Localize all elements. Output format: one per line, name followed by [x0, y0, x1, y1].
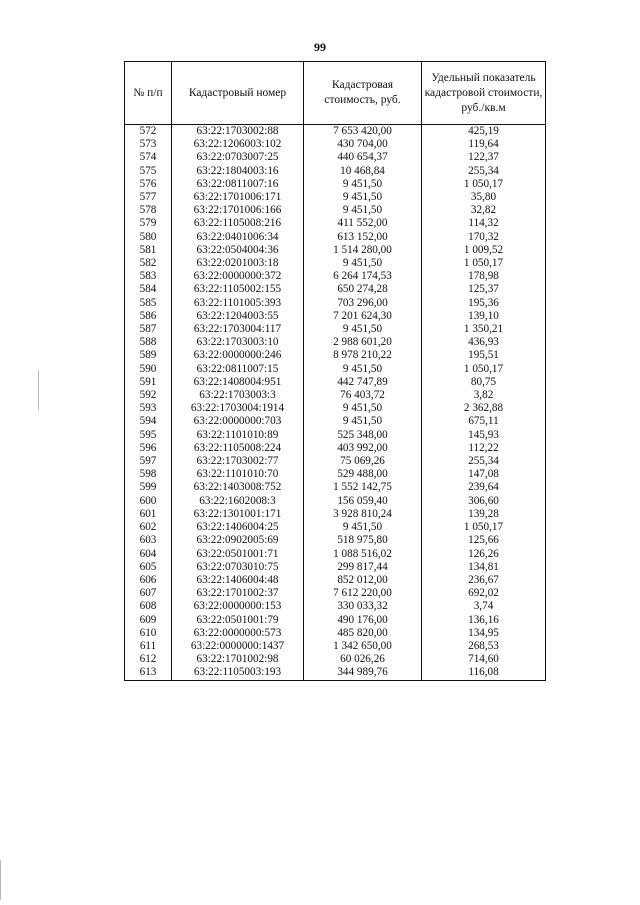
cadastral-number-cell: 63:22:0000000:246 [172, 349, 304, 362]
table-row [125, 349, 546, 362]
specific-indicator-cell: 147,08 [422, 468, 546, 481]
table-row [125, 297, 546, 310]
header-number: № п/п [125, 62, 172, 125]
row-number-cell: 589 [125, 349, 172, 362]
cadastral-value-cell: 299 817,44 [304, 561, 422, 574]
table-row [125, 165, 546, 178]
table-body [125, 125, 546, 681]
table-row [125, 389, 546, 402]
specific-indicator-cell: 125,66 [422, 534, 546, 547]
row-number-cell: 599 [125, 481, 172, 494]
row-number-cell: 577 [125, 191, 172, 204]
specific-indicator-cell: 145,93 [422, 429, 546, 442]
specific-indicator-cell: 136,16 [422, 614, 546, 627]
cadastral-number-cell: 63:22:1105003:193 [172, 666, 304, 680]
specific-indicator-cell: 122,37 [422, 151, 546, 164]
header-cadastral-value: Кадастровая стоимость, руб. [304, 62, 422, 125]
cadastral-number-cell: 63:22:0811007:16 [172, 178, 304, 191]
specific-indicator-cell: 119,64 [422, 138, 546, 151]
cadastral-number-cell: 63:22:1701002:98 [172, 653, 304, 666]
table-row [125, 455, 546, 468]
cadastral-number-cell: 63:22:1703004:1914 [172, 402, 304, 415]
table-row [125, 429, 546, 442]
row-number-cell: 583 [125, 270, 172, 283]
row-number-cell: 579 [125, 217, 172, 230]
cadastral-number-cell: 63:22:0501001:71 [172, 548, 304, 561]
cadastral-value-cell: 8 978 210,22 [304, 349, 422, 362]
specific-indicator-cell: 239,64 [422, 481, 546, 494]
row-number-cell: 595 [125, 429, 172, 442]
row-number-cell: 580 [125, 231, 172, 244]
row-number-cell: 572 [125, 125, 172, 139]
specific-indicator-cell: 134,95 [422, 627, 546, 640]
specific-indicator-cell: 195,51 [422, 349, 546, 362]
cadastral-value-cell: 156 059,40 [304, 495, 422, 508]
cadastral-number-cell: 63:22:0501001:79 [172, 614, 304, 627]
row-number-cell: 609 [125, 614, 172, 627]
cadastral-number-cell: 63:22:1804003:16 [172, 165, 304, 178]
cadastral-number-cell: 63:22:0000000:372 [172, 270, 304, 283]
cadastral-number-cell: 63:22:0902005:69 [172, 534, 304, 547]
row-number-cell: 602 [125, 521, 172, 534]
cadastral-number-cell: 63:22:0201003:18 [172, 257, 304, 270]
cadastral-number-cell: 63:22:1703004:117 [172, 323, 304, 336]
page-number: 99 [314, 40, 326, 54]
row-number-cell: 586 [125, 310, 172, 323]
cadastral-table [124, 61, 546, 681]
specific-indicator-cell: 126,26 [422, 548, 546, 561]
row-number-cell: 574 [125, 151, 172, 164]
cadastral-value-cell: 529 488,00 [304, 468, 422, 481]
cadastral-value-cell: 852 012,00 [304, 574, 422, 587]
cadastral-number-cell: 63:22:1701006:166 [172, 204, 304, 217]
row-number-cell: 611 [125, 640, 172, 653]
table-row [125, 402, 546, 415]
specific-indicator-cell: 80,75 [422, 376, 546, 389]
specific-indicator-cell: 35,80 [422, 191, 546, 204]
table-row [125, 244, 546, 257]
cadastral-number-cell: 63:22:0000000:153 [172, 600, 304, 613]
cadastral-number-cell: 63:22:1301001:171 [172, 508, 304, 521]
cadastral-value-cell: 9 451,50 [304, 204, 422, 217]
cadastral-value-cell: 1 514 280,00 [304, 244, 422, 257]
row-number-cell: 596 [125, 442, 172, 455]
specific-indicator-cell: 714,60 [422, 653, 546, 666]
row-number-cell: 601 [125, 508, 172, 521]
table-row [125, 666, 546, 680]
table-row [125, 257, 546, 270]
table-row [125, 508, 546, 521]
specific-indicator-cell: 3,74 [422, 600, 546, 613]
cadastral-value-cell: 1 342 650,00 [304, 640, 422, 653]
cadastral-number-cell: 63:22:0000000:573 [172, 627, 304, 640]
table-row [125, 495, 546, 508]
cadastral-number-cell: 63:22:1403008:752 [172, 481, 304, 494]
cadastral-value-cell: 411 552,00 [304, 217, 422, 230]
row-number-cell: 592 [125, 389, 172, 402]
row-number-cell: 587 [125, 323, 172, 336]
table-row [125, 442, 546, 455]
table-row [125, 283, 546, 296]
cadastral-value-cell: 76 403,72 [304, 389, 422, 402]
cadastral-number-cell: 63:22:1105002:155 [172, 283, 304, 296]
table-row [125, 653, 546, 666]
row-number-cell: 604 [125, 548, 172, 561]
cadastral-number-cell: 63:22:1703003:10 [172, 336, 304, 349]
cadastral-number-cell: 63:22:1406004:25 [172, 521, 304, 534]
specific-indicator-cell: 675,11 [422, 415, 546, 428]
table-row [125, 600, 546, 613]
cadastral-number-cell: 63:22:1701006:171 [172, 191, 304, 204]
cadastral-number-cell: 63:22:1206003:102 [172, 138, 304, 151]
row-number-cell: 608 [125, 600, 172, 613]
table-row [125, 178, 546, 191]
table-row [125, 138, 546, 151]
scan-artifact-line [0, 860, 1, 900]
row-number-cell: 578 [125, 204, 172, 217]
cadastral-number-cell: 63:22:1406004:48 [172, 574, 304, 587]
cadastral-value-cell: 9 451,50 [304, 521, 422, 534]
table-row [125, 204, 546, 217]
specific-indicator-cell: 3,82 [422, 389, 546, 402]
row-number-cell: 573 [125, 138, 172, 151]
cadastral-value-cell: 650 274,28 [304, 283, 422, 296]
cadastral-value-cell: 525 348,00 [304, 429, 422, 442]
cadastral-value-cell: 9 451,50 [304, 178, 422, 191]
cadastral-value-cell: 6 264 174,53 [304, 270, 422, 283]
row-number-cell: 610 [125, 627, 172, 640]
header-specific-indicator: Удельный показатель кадастровой стоимости, руб./кв.м [422, 62, 546, 125]
table-row [125, 561, 546, 574]
table-row [125, 310, 546, 323]
cadastral-value-cell: 442 747,89 [304, 376, 422, 389]
cadastral-number-cell: 63:22:1701002:37 [172, 587, 304, 600]
cadastral-value-cell: 9 451,50 [304, 363, 422, 376]
cadastral-value-cell: 7 612 220,00 [304, 587, 422, 600]
row-number-cell: 605 [125, 561, 172, 574]
specific-indicator-cell: 1 350,21 [422, 323, 546, 336]
row-number-cell: 597 [125, 455, 172, 468]
row-number-cell: 603 [125, 534, 172, 547]
row-number-cell: 581 [125, 244, 172, 257]
row-number-cell: 593 [125, 402, 172, 415]
cadastral-value-cell: 3 928 810,24 [304, 508, 422, 521]
row-number-cell: 613 [125, 666, 172, 680]
cadastral-number-cell: 63:22:1703003:3 [172, 389, 304, 402]
cadastral-number-cell: 63:22:0703010:75 [172, 561, 304, 574]
table-row [125, 376, 546, 389]
cadastral-value-cell: 60 026,26 [304, 653, 422, 666]
specific-indicator-cell: 692,02 [422, 587, 546, 600]
cadastral-value-cell: 7 653 420,00 [304, 125, 422, 139]
cadastral-value-cell: 9 451,50 [304, 323, 422, 336]
table-row [125, 614, 546, 627]
scan-artifact-line [38, 370, 39, 410]
cadastral-value-cell: 344 989,76 [304, 666, 422, 680]
table-row [125, 468, 546, 481]
cadastral-value-cell: 440 654,37 [304, 151, 422, 164]
row-number-cell: 607 [125, 587, 172, 600]
cadastral-value-cell: 9 451,50 [304, 257, 422, 270]
row-number-cell: 612 [125, 653, 172, 666]
cadastral-value-cell: 613 152,00 [304, 231, 422, 244]
table-row [125, 363, 546, 376]
cadastral-number-cell: 63:22:1703002:77 [172, 455, 304, 468]
row-number-cell: 600 [125, 495, 172, 508]
table-header-row [125, 62, 546, 125]
row-number-cell: 588 [125, 336, 172, 349]
table-row [125, 640, 546, 653]
specific-indicator-cell: 255,34 [422, 165, 546, 178]
table-row [125, 151, 546, 164]
specific-indicator-cell: 425,19 [422, 125, 546, 139]
cadastral-number-cell: 63:22:1105008:216 [172, 217, 304, 230]
cadastral-value-cell: 10 468,84 [304, 165, 422, 178]
cadastral-value-cell: 518 975,80 [304, 534, 422, 547]
row-number-cell: 594 [125, 415, 172, 428]
table-row [125, 125, 546, 139]
specific-indicator-cell: 178,98 [422, 270, 546, 283]
row-number-cell: 575 [125, 165, 172, 178]
specific-indicator-cell: 268,53 [422, 640, 546, 653]
row-number-cell: 606 [125, 574, 172, 587]
cadastral-value-cell: 7 201 624,30 [304, 310, 422, 323]
table-row [125, 336, 546, 349]
cadastral-number-cell: 63:22:0000000:703 [172, 415, 304, 428]
specific-indicator-cell: 2 362,88 [422, 402, 546, 415]
cadastral-number-cell: 63:22:0000000:1437 [172, 640, 304, 653]
table-row [125, 548, 546, 561]
cadastral-value-cell: 1 088 516,02 [304, 548, 422, 561]
cadastral-value-cell: 703 296,00 [304, 297, 422, 310]
header-cadastral-number: Кадастровый номер [172, 62, 304, 125]
cadastral-value-cell: 330 033,32 [304, 600, 422, 613]
row-number-cell: 598 [125, 468, 172, 481]
cadastral-value-cell: 485 820,00 [304, 627, 422, 640]
cadastral-value-cell: 490 176,00 [304, 614, 422, 627]
table-row [125, 415, 546, 428]
table-row [125, 587, 546, 600]
specific-indicator-cell: 170,32 [422, 231, 546, 244]
specific-indicator-cell: 1 050,17 [422, 257, 546, 270]
row-number-cell: 590 [125, 363, 172, 376]
cadastral-number-cell: 63:22:0504004:36 [172, 244, 304, 257]
table-row [125, 217, 546, 230]
table-row [125, 270, 546, 283]
specific-indicator-cell: 1 050,17 [422, 178, 546, 191]
specific-indicator-cell: 306,60 [422, 495, 546, 508]
cadastral-number-cell: 63:22:0811007:15 [172, 363, 304, 376]
cadastral-value-cell: 9 451,50 [304, 415, 422, 428]
specific-indicator-cell: 436,93 [422, 336, 546, 349]
table-row [125, 481, 546, 494]
cadastral-number-cell: 63:22:0401006:34 [172, 231, 304, 244]
specific-indicator-cell: 112,22 [422, 442, 546, 455]
cadastral-value-cell: 75 069,26 [304, 455, 422, 468]
cadastral-value-cell: 2 988 601,20 [304, 336, 422, 349]
specific-indicator-cell: 236,67 [422, 574, 546, 587]
row-number-cell: 584 [125, 283, 172, 296]
cadastral-number-cell: 63:22:1204003:55 [172, 310, 304, 323]
cadastral-value-cell: 403 992,00 [304, 442, 422, 455]
specific-indicator-cell: 32,82 [422, 204, 546, 217]
table-row [125, 521, 546, 534]
cadastral-value-cell: 9 451,50 [304, 402, 422, 415]
row-number-cell: 591 [125, 376, 172, 389]
row-number-cell: 582 [125, 257, 172, 270]
cadastral-value-cell: 9 451,50 [304, 191, 422, 204]
specific-indicator-cell: 114,32 [422, 217, 546, 230]
specific-indicator-cell: 116,08 [422, 666, 546, 680]
specific-indicator-cell: 1 009,52 [422, 244, 546, 257]
cadastral-number-cell: 63:22:1101010:89 [172, 429, 304, 442]
row-number-cell: 585 [125, 297, 172, 310]
row-number-cell: 576 [125, 178, 172, 191]
table-row [125, 534, 546, 547]
cadastral-number-cell: 63:22:1703002:88 [172, 125, 304, 139]
specific-indicator-cell: 134,81 [422, 561, 546, 574]
table-row [125, 191, 546, 204]
cadastral-number-cell: 63:22:1105008:224 [172, 442, 304, 455]
cadastral-value-cell: 1 552 142,75 [304, 481, 422, 494]
cadastral-number-cell: 63:22:1101005:393 [172, 297, 304, 310]
specific-indicator-cell: 139,10 [422, 310, 546, 323]
cadastral-number-cell: 63:22:1101010:70 [172, 468, 304, 481]
specific-indicator-cell: 139,28 [422, 508, 546, 521]
specific-indicator-cell: 125,37 [422, 283, 546, 296]
cadastral-value-cell: 430 704,00 [304, 138, 422, 151]
specific-indicator-cell: 1 050,17 [422, 363, 546, 376]
cadastral-number-cell: 63:22:0703007:25 [172, 151, 304, 164]
table-row [125, 323, 546, 336]
specific-indicator-cell: 255,34 [422, 455, 546, 468]
cadastral-number-cell: 63:22:1602008:3 [172, 495, 304, 508]
table-row [125, 627, 546, 640]
table-row [125, 574, 546, 587]
specific-indicator-cell: 195,36 [422, 297, 546, 310]
specific-indicator-cell: 1 050,17 [422, 521, 546, 534]
table-row [125, 231, 546, 244]
cadastral-number-cell: 63:22:1408004:951 [172, 376, 304, 389]
